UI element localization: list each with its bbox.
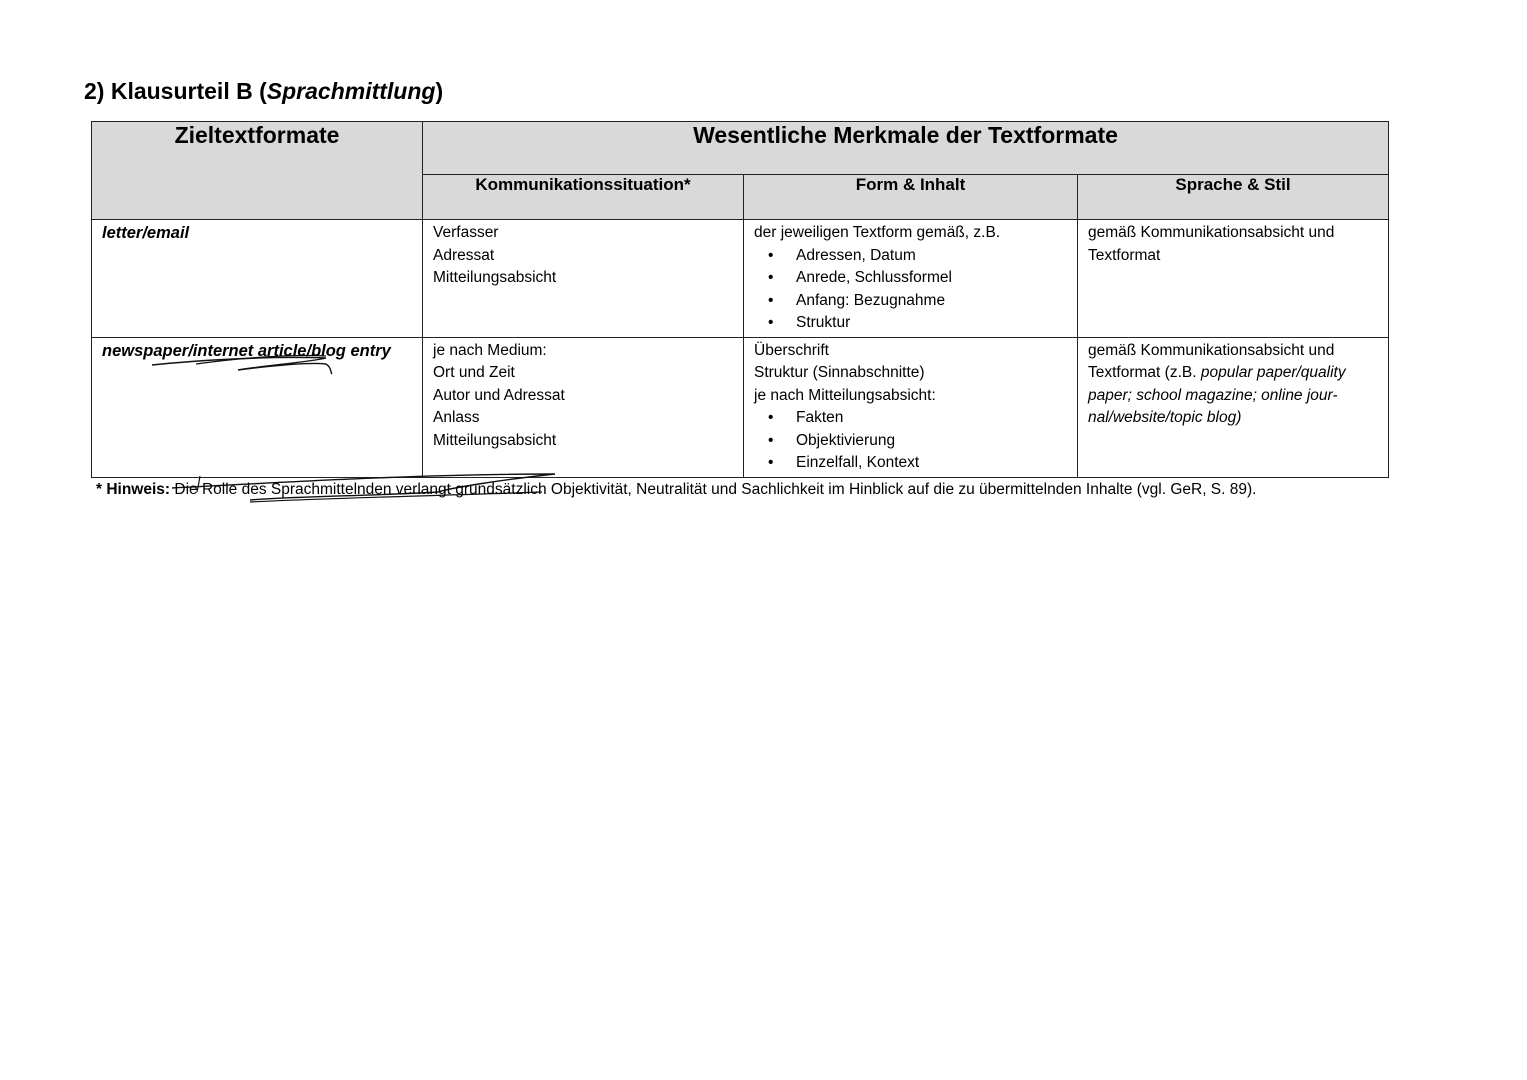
list-item: • Adressen, Datum xyxy=(768,245,1067,268)
section-heading xyxy=(84,78,443,105)
list-item: • Objektivierung xyxy=(768,430,1067,453)
form-intro-line: je nach Mitteilungsabsicht: xyxy=(754,386,936,404)
form-cell xyxy=(744,220,1078,338)
form-intro-line: der jeweiligen Textform gemäß, z.B. xyxy=(754,224,1001,241)
textformat-table xyxy=(91,121,1389,478)
form-cell xyxy=(744,337,1078,477)
footnote-label: * Hinweis: xyxy=(96,481,171,498)
form-bullet-list xyxy=(754,245,1067,335)
format-name: letter/email xyxy=(102,224,190,242)
situation-line: je nach Medium: xyxy=(433,341,547,359)
col-header-group: Wesentliche Merkmale der Textformate xyxy=(423,122,1389,175)
style-text: gemäß Kommunikationsabsicht und Textformat (z.B. xyxy=(1088,341,1335,381)
situation-cell xyxy=(423,220,744,338)
situation-line: Verfasser xyxy=(433,224,499,241)
form-intro-line: Struktur (Sinnabschnitte) xyxy=(754,364,925,381)
list-item: • Fakten xyxy=(768,407,1067,430)
situation-line: Autor und Adressat xyxy=(433,386,565,404)
form-bullet-list xyxy=(754,407,1067,475)
situation-line: Ort und Zeit xyxy=(433,364,515,381)
style-cell xyxy=(1078,220,1389,338)
col-header-form: Form & Inhalt xyxy=(744,175,1078,220)
footnote xyxy=(96,481,1256,499)
col-header-target-formats: Zieltextformate xyxy=(92,122,423,220)
format-cell xyxy=(92,337,423,477)
heading-suffix: ) xyxy=(435,78,444,104)
col-header-style: Sprache & Stil xyxy=(1078,175,1389,220)
list-item: • Anrede, Schlussformel xyxy=(768,267,1067,290)
situation-line: Mitteilungsabsicht xyxy=(433,269,557,286)
situation-cell xyxy=(423,337,744,477)
style-text: gemäß Kommunikationsabsicht und Textformat xyxy=(1088,224,1335,264)
situation-line: Mitteilungsabsicht xyxy=(433,431,557,449)
list-item: • Struktur xyxy=(768,312,1067,335)
heading-italic: Sprachmittlung xyxy=(266,78,436,104)
situation-line: Anlass xyxy=(433,409,480,426)
style-cell xyxy=(1078,337,1389,477)
format-cell xyxy=(92,220,423,338)
header-row-1 xyxy=(92,122,1389,175)
list-item: • Anfang: Bezugnahme xyxy=(768,290,1067,313)
table-row xyxy=(92,337,1389,477)
form-intro-line: Überschrift xyxy=(754,341,829,359)
col-header-situation: Kommunikationssituation* xyxy=(423,175,744,220)
list-item: • Einzelfall, Kontext xyxy=(768,452,1067,475)
table-row xyxy=(92,220,1389,338)
footnote-text: Die Rolle des Sprachmittelnden verlangt grundsätzlich Objektivität, Neutralität und Sachlichkeit im Hinblick auf die zu übermittelnden Inhalte (vgl. GeR, S. 89). xyxy=(170,481,1257,498)
style-italic-text: popular paper/quality paper; school magazine; online jour-nal/website/topic blog) xyxy=(1088,364,1346,426)
heading-prefix: 2) Klausurteil B ( xyxy=(84,78,267,104)
format-name: newspaper/internet article/blog entry xyxy=(102,341,391,360)
situation-line: Adressat xyxy=(433,246,495,264)
